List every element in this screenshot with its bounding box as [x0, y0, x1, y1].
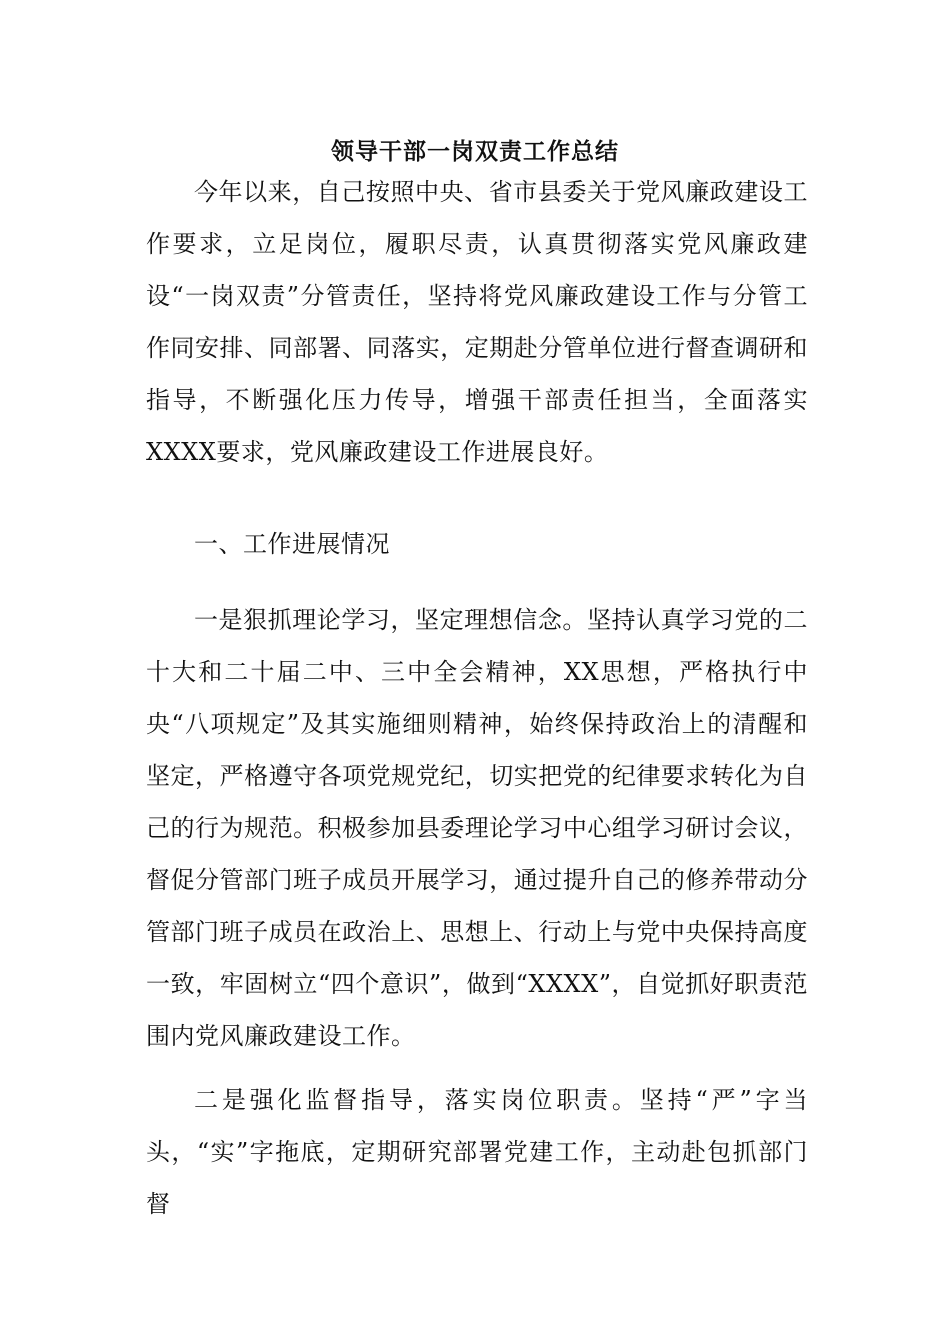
section-heading: 一、工作进展情况 — [194, 530, 390, 558]
body-paragraph-point-1: 一是狠抓理论学习，坚定理想信念。坚持认真学习党的二十大和二十届二中、三中全会精神，XX思想，严格执行中央“八项规定”及其实施细则精神，始终保持政治上的清醒和坚定，严格遵守各项党规党纪，切实把党的纪律要求转化为自己的行为规范。积极参加县委理论学习中心组学习研讨会议，督促分管部门班子成员开展学习，通过提升自己的修养带动分管部门班子成员在政治上、思想上、行动上与党中央保持高度一致，牢固树立“四个意识”，做到“XXXX”，自觉抓好职责范围内党风廉政建设工作。 — [146, 606, 808, 1050]
intro-paragraph: 今年以来，自己按照中央、省市县委关于党风廉政建设工作要求，立足岗位，履职尽责，认真贯彻落实党风廉政建设“一岗双责”分管责任，坚持将党风廉政建设工作与分管工作同安排、同部署、同落实，定期赴分管单位进行督查调研和指导，不断强化压力传导，增强干部责任担当，全面落实XXXX要求，党风廉政建设工作进展良好。 — [146, 178, 808, 466]
body-paragraph-point-2: 二是强化监督指导，落实岗位职责。坚持“严”字当头，“实”字拖底，定期研究部署党建工作，主动赴包抓部门督 — [146, 1086, 808, 1218]
document-title: 领导干部一岗双责工作总结 — [331, 138, 619, 165]
